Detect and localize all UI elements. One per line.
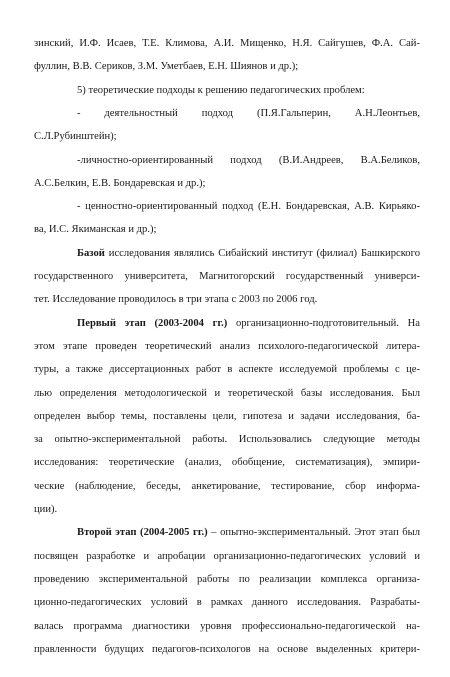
text-span: организационно-подготовительный. На xyxy=(227,317,420,329)
text-line: правленности будущих педагогов-психологов на основе выделенных критери- xyxy=(34,643,420,655)
text-line: исследования: теоретические (анализ, обобщение, систематизация), эмпири- xyxy=(34,457,420,469)
text-line: проведению экспериментальной работы по реализации комплекса организа- xyxy=(34,573,420,585)
text-line xyxy=(77,526,420,540)
text-line: тет. Исследование проводилось в три этапа с 2003 по 2006 год. xyxy=(34,294,318,306)
text-line: этом этапе проведен теоретический анализ психолого-педагогической литера- xyxy=(34,340,420,352)
text-line: - ценностно-ориентированный подход (Е.Н. Бондаревская, А.В. Кирьяко- xyxy=(77,201,420,213)
text-line: лью определения методологической и теоретической базы исследования. Был xyxy=(34,387,420,399)
text-line: С.Л.Рубинштейн); xyxy=(34,131,117,143)
text-line xyxy=(77,317,420,331)
text-span: – опытно-экспериментальный. Этот этап был xyxy=(207,527,420,539)
text-line: определен выбор темы, поставлены цели, гипотеза и задачи исследования, ба- xyxy=(34,410,420,422)
text-line: зинский, И.Ф. Исаев, Т.Е. Климова, А.И. Мищенко, Н.Я. Сайгушев, Ф.А. Сай- xyxy=(34,38,420,49)
text-line xyxy=(77,247,420,261)
text-line: государственного университета, Магнитогорский государственный универси- xyxy=(34,271,420,282)
text-line: ва, И.С. Якиманская и др.); xyxy=(34,224,157,236)
text-line: - деятельностный подход (П.Я.Гальперин, А.Н.Леонтьев, xyxy=(77,107,420,119)
text-line: -личностно-ориентированный подход (В.И.Андреев, В.А.Беликов, xyxy=(77,154,420,166)
text-line: валась программа диагностики уровня профессионально-педагогической на- xyxy=(34,620,420,632)
bold-term: Базой xyxy=(77,247,105,259)
text-line: посвящен разработке и апробации организационно-педагогических условий и xyxy=(34,550,420,562)
text-line: 5) теоретические подходы к решению педагогических проблем: xyxy=(77,84,365,96)
bold-term: Второй этап (2004-2005 гг.) xyxy=(77,527,208,539)
text-line: А.С.Белкин, Е.В. Бондаревская и др.); xyxy=(34,177,206,189)
text-line: ции). xyxy=(34,504,58,515)
text-line: ционно-педагогических условий в рамках данного исследования. Разрабаты- xyxy=(34,597,420,609)
bold-term: Первый этап (2003-2004 гг.) xyxy=(77,317,228,329)
text-line: за опытно-экспериментальной работы. Использовались следующие методы xyxy=(34,434,420,446)
text-span: исследования являлись Сибайский институт (филиал) Башкирского xyxy=(104,247,420,259)
text-line: туры, а также диссертационных работ в аспекте исследуемой проблемы с це- xyxy=(34,364,420,376)
text-line: ческие (наблюдение, беседы, анкетирование, тестирование, сбор информа- xyxy=(34,480,420,492)
text-line: фуллин, В.В. Сериков, З.М. Уметбаев, Е.Н. Шиянов и др.); xyxy=(34,61,299,73)
